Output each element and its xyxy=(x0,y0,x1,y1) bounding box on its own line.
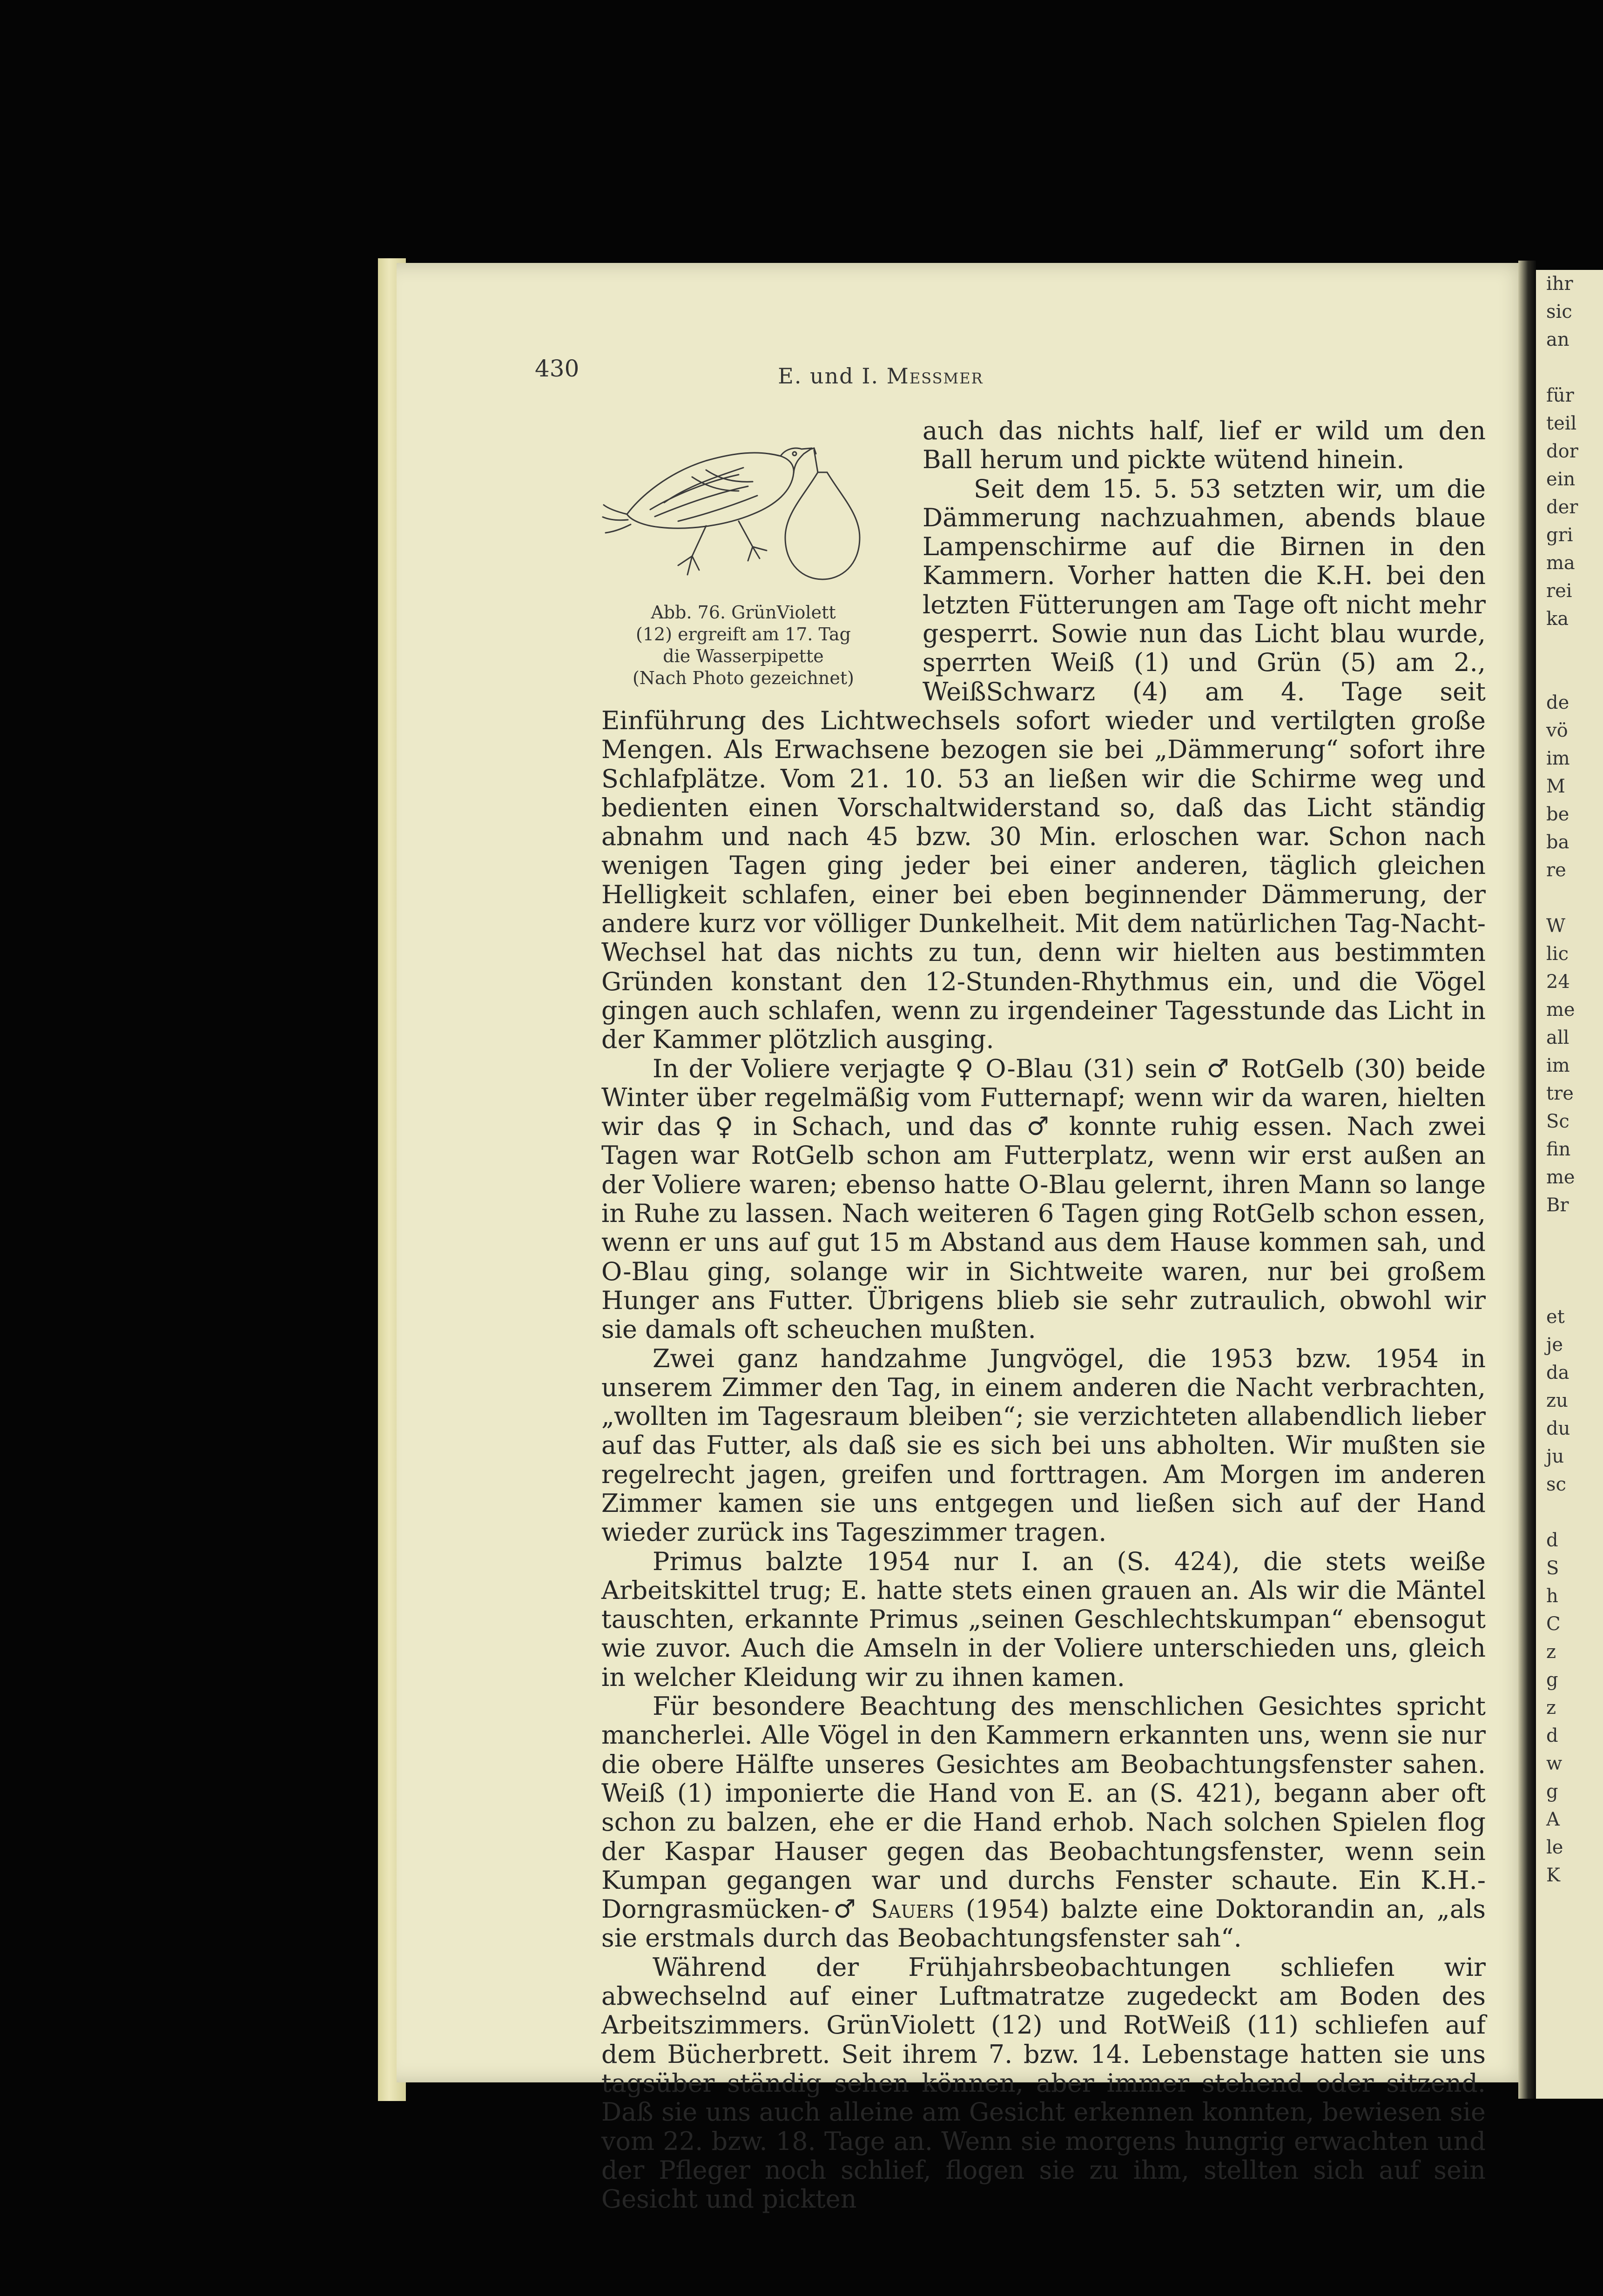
next-page-fragment: Sc xyxy=(1546,1111,1569,1132)
next-page-fragment: da xyxy=(1546,1362,1569,1383)
next-page-fragment: me xyxy=(1546,999,1575,1020)
next-page-fragment xyxy=(1536,354,1603,382)
next-page-fragment: im xyxy=(1546,748,1570,769)
next-page-fragment xyxy=(1536,661,1603,689)
next-page-fragment xyxy=(1536,1219,1603,1247)
paragraph: auch das nichts half, lief er wild um den Ball herum und pickte wütend hinein. xyxy=(923,416,1486,475)
next-page-fragment: fin xyxy=(1546,1139,1571,1160)
next-page-fragment: ihr xyxy=(1546,273,1573,295)
next-page-fragment: g xyxy=(1546,1669,1558,1691)
next-page-fragment: sic xyxy=(1546,301,1572,322)
paragraph xyxy=(601,1692,1486,1953)
next-page-fragment: tre xyxy=(1546,1083,1574,1104)
paragraph: Zwei ganz handzahme Jungvögel, die 1953 bzw. 1954 in unserem Zimmer den Tag, in einem anderen die Nacht verbrachten, „wollten im Tagesraum bleiben“; sie verzichteten allabendlich lieber auf das Futter, als daß sie es sich bei uns abholten. Wir mußten sie regelrecht jagen, greifen und forttragen. Am Morgen im anderen Zimmer kamen sie uns entgegen und ließen sich auf der Hand wieder zurück ins Tageszimmer tragen. xyxy=(601,1343,1486,1547)
next-page-fragment: für xyxy=(1546,385,1574,406)
next-page-fragment: W xyxy=(1546,915,1566,937)
author-name: Sauers xyxy=(871,1894,954,1924)
next-page-fragment: teil xyxy=(1546,413,1577,434)
next-page-fragment: ein xyxy=(1546,469,1576,490)
next-page-fragment: d xyxy=(1546,1725,1558,1746)
book-gutter xyxy=(1518,261,1536,2099)
next-page-fragment: ma xyxy=(1546,552,1575,574)
next-page-fragment: gri xyxy=(1546,524,1573,546)
paragraph: Während der Frühjahrsbeobachtungen schliefen wir abwechselnd auf einer Luftmatratze zugedeckt am Boden des Arbeitszimmers. GrünViolett (12) und RotWeiß (11) schliefen auf dem Bücherbrett. Seit ihrem 7. bzw. 14. Lebenstage hatten sie uns tagsüber ständig sehen können, aber immer stehend oder sitzend. Daß sie uns auch alleine am Gesicht erkennen konnten, bewiesen sie vom 22. bzw. 18. Tage an. Wenn sie morgens hungrig erwachten und der Pfleger noch schlief, flogen sie zu ihm, stellten sich auf sein Gesicht und pickten xyxy=(601,1952,1486,2214)
paragraph: In der Voliere verjagte ♀ O-Blau (31) sein ♂ RotGelb (30) beide Winter über regelmäßig vom Futternapf; wenn wir da waren, hielten wir das ♀ in Schach, und das ♂ konnte ruhig essen. Nach zwei Tagen war RotGelb schon am Futterplatz, wenn wir erst außen an der Voliere waren; ebenso hatte O-Blau gelernt, ihren Mann so lange in Ruhe zu lassen. Nach weiteren 6 Tagen ging RotGelb schon essen, wenn er uns auf gut 15 m Abstand aus dem Hause kommen sah, und O-Blau ging, solange wir in Sichtweite waren, nur bei großem Hunger ans Futter. Übrigens blieb sie sehr zutraulich, obwohl wir sie damals oft scheuchen mußten. xyxy=(601,1054,1486,1344)
caption-line: Abb. 76. GrünViolett xyxy=(651,602,836,623)
next-page-fragment: du xyxy=(1546,1418,1570,1439)
running-head-prefix: E. und I. xyxy=(778,363,887,389)
next-page-fragment: dor xyxy=(1546,441,1578,462)
next-page-fragment: de xyxy=(1546,692,1569,713)
next-page-fragment: M xyxy=(1546,776,1565,797)
next-page-fragment xyxy=(1536,1247,1603,1275)
next-page-fragment: C xyxy=(1546,1613,1561,1635)
next-page-fragment: sc xyxy=(1546,1474,1566,1495)
next-page-fragment: K xyxy=(1546,1865,1560,1886)
next-page-fragment: all xyxy=(1546,1027,1569,1048)
paragraph: Seit dem 15. 5. 53 setzten wir, um die Dämmerung nachzuahmen, abends blaue Lampenschirme auf die Birnen in den Kammern. Vorher hatten die K.H. bei den letzten Fütterungen am Tage oft nicht mehr gesperrt. Sowie nun das Licht blau wurde, sperrten Weiß (1) und Grün (5) am 2., WeißSchwarz (4) am 4. Tage seit Einführung des Lichtwechsels sofort wieder und vertilgten große Mengen. Als Erwachsene bezogen sie bei „Dämmerung“ sofort ihre Schlafplätze. Vom 21. 10. 53 an ließen wir die Schirme weg und bedienten einen Vorschaltwiderstand so, daß das Licht ständig abnahm und nach 45 bzw. 30 Min. erloschen war. Schon nach wenigen Tagen ging jeder bei einer anderen, täglich gleichen Helligkeit schlafen, einer bei eben beginnender Dämmerung, der andere kurz vor völliger Dunkelheit. Mit dem natürlichen Tag-Nacht-Wechsel hat das nichts zu tun, denn wir hielten aus bestimmten Gründen konstant den 12-Stunden-Rhythmus ein, und die Vögel gingen auch schlafen, wenn zu irgendeiner Tagesstunde das Licht in der Kammer plötzlich ausging. xyxy=(601,474,1486,1054)
next-page-fragment: g xyxy=(1546,1781,1558,1802)
paragraph: Primus balzte 1954 nur I. an (S. 424), die stets weiße Arbeitskittel trug; E. hatte stets einen grauen an. Als wir die Mäntel tauschten, erkannte Primus „seinen Geschlechtskumpan“ ebensogut wie zuvor. Auch die Amseln in der Voliere unterschieden uns, gleich in welcher Kleidung wir zu ihnen kamen. xyxy=(601,1546,1486,1692)
next-page-fragment xyxy=(1536,633,1603,661)
next-page-fragment: me xyxy=(1546,1167,1575,1188)
next-page-fragment: im xyxy=(1546,1055,1570,1076)
next-page-fragment: be xyxy=(1546,804,1569,825)
next-page-fragment: A xyxy=(1546,1809,1560,1830)
next-page-fragment: w xyxy=(1546,1753,1563,1774)
body-text xyxy=(601,416,1486,2214)
paragraph-text: (1954) balzte eine Doktorandin an, „als sie erstmals durch das Beobachtungsfenster sah“. xyxy=(601,1894,1486,1953)
next-page-fragment: Br xyxy=(1546,1195,1569,1216)
next-page-fragment: z xyxy=(1546,1641,1556,1663)
next-page-fragment: z xyxy=(1546,1697,1556,1719)
caption-line: die Wasserpipette xyxy=(663,646,824,666)
next-page-fragment: rei xyxy=(1546,580,1572,602)
caption-line: (12) ergreift am 17. Tag xyxy=(636,624,851,644)
next-page-fragment: ba xyxy=(1546,832,1569,853)
next-page-fragment: h xyxy=(1546,1585,1558,1607)
running-head-name: Messmer xyxy=(886,363,983,389)
running-head xyxy=(601,363,1160,389)
caption-line: (Nach Photo gezeichnet) xyxy=(632,668,854,688)
paragraph-text: Für besondere Beachtung des menschlichen Gesichtes spricht mancherlei. Alle Vögel in den Kammern erkannten uns, wenn sie nur die obere Hälfte unseres Gesichtes am Beobachtungsfenster sahen. Weiß (1) imponierte die Hand von E. an (S. 421), begann aber oft schon zu balzen, ehe er die Hand erhob. Nach solchen Spielen flog der Kaspar Hauser gegen das Beobachtungsfenster, wenn sein Kumpan gegangen war und durchs Fenster schaute. Ein K.H.-Dorngrasmücken-♂ xyxy=(601,1692,1486,1924)
next-page-fragment: et xyxy=(1546,1306,1565,1328)
page-number: 430 xyxy=(535,355,579,382)
next-page-fragment xyxy=(1536,1498,1603,1526)
next-page-edge xyxy=(1536,270,1603,2099)
next-page-fragment: ju xyxy=(1546,1446,1564,1467)
next-page-fragment: d xyxy=(1546,1530,1558,1551)
next-page-fragment: S xyxy=(1546,1558,1559,1579)
next-page-fragment: der xyxy=(1546,497,1578,518)
next-page-fragment: re xyxy=(1546,859,1566,881)
figure-space xyxy=(601,416,923,705)
next-page-fragment: 24 xyxy=(1546,971,1570,993)
next-page-fragment: an xyxy=(1546,329,1569,350)
next-page-fragment: zu xyxy=(1546,1390,1568,1411)
next-page-fragment xyxy=(1536,1275,1603,1303)
next-page-fragment: lic xyxy=(1546,943,1569,965)
next-page-fragment: ka xyxy=(1546,608,1569,630)
next-page-fragment: le xyxy=(1546,1837,1563,1858)
book-page xyxy=(397,263,1532,2214)
next-page-fragment: je xyxy=(1546,1334,1563,1356)
next-page-fragment xyxy=(1536,884,1603,912)
page-header xyxy=(535,355,1486,391)
next-page-fragment: vö xyxy=(1546,720,1568,741)
